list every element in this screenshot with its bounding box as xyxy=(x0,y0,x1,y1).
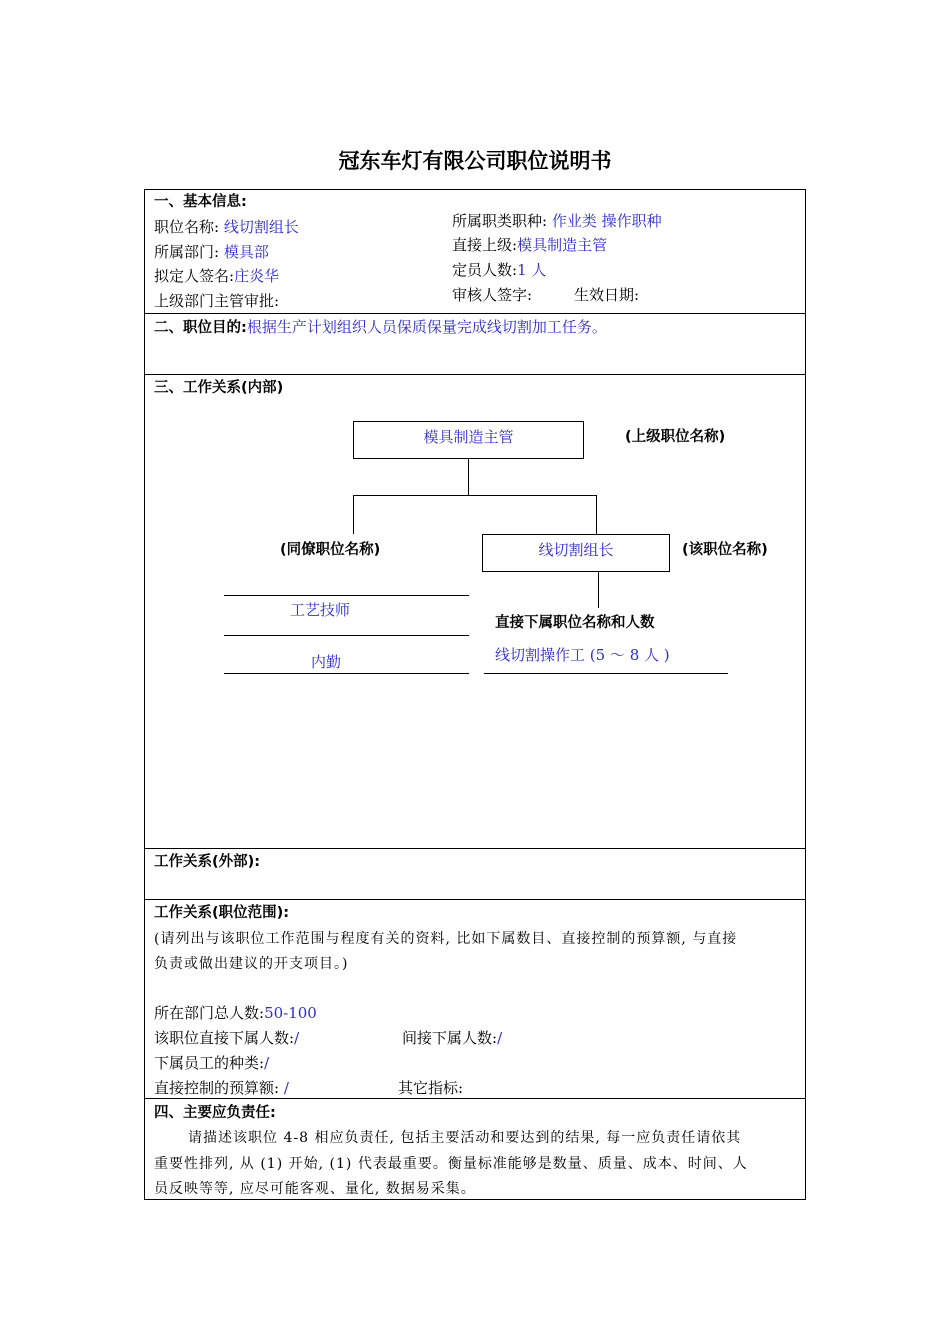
divider-1 xyxy=(144,313,806,314)
headcount-row: 定员人数:1 人 xyxy=(452,261,547,279)
job-category-value: 作业类 操作职种 xyxy=(551,212,662,230)
direct-reports-value: / xyxy=(294,1029,300,1047)
dept-head-approval-label: 上级部门主管审批: xyxy=(154,292,280,310)
divider-3 xyxy=(144,848,806,849)
peer-line-1 xyxy=(224,595,469,596)
scope-instruction-line2: 负责或做出建议的开支项目。) xyxy=(154,956,349,972)
external-relations-heading: 工作关系(外部): xyxy=(154,854,261,870)
subordinates-value: 线切割操作工 (5 ～ 8 人 ) xyxy=(495,646,670,664)
staff-types-value: / xyxy=(264,1054,270,1072)
drafter-row: 拟定人签名:庄炎华 xyxy=(154,267,280,285)
supervisor-row: 直接上级:模具制造主管 xyxy=(452,236,608,254)
other-indicators-label: 其它指标: xyxy=(398,1079,464,1097)
connector-current-drop xyxy=(596,495,597,535)
superior-box-label: 模具制造主管 xyxy=(423,428,514,446)
purpose-row xyxy=(154,317,607,338)
responsibilities-heading: 四、主要应负责任: xyxy=(154,1105,276,1121)
responsibilities-line1: 请描述该职位 4-8 相应负责任, 包括主要活动和要达到的结果, 每一应负责任请依其 xyxy=(188,1130,742,1146)
scope-heading: 工作关系(职位范围): xyxy=(154,905,290,921)
budget-row: 直接控制的预算额: / xyxy=(154,1079,289,1097)
form-frame xyxy=(144,189,806,1200)
responsibilities-line3: 员反映等等, 应尽可能客观、量化, 数据易采集。 xyxy=(154,1181,476,1197)
indirect-reports-value: / xyxy=(497,1029,503,1047)
purpose-value: 根据生产计划组织人员保质保量完成线切割加工任务。 xyxy=(246,318,607,336)
direct-reports-row: 该职位直接下属人数:/ xyxy=(154,1029,300,1047)
superior-caption: (上级职位名称) xyxy=(625,429,726,445)
peer-line-3 xyxy=(224,673,469,674)
position-name-row: 职位名称: 线切割组长 xyxy=(154,218,299,236)
document-title: 冠东车灯有限公司职位说明书 xyxy=(338,149,612,173)
divider-5 xyxy=(144,1098,806,1099)
connector-subordinate-drop xyxy=(598,572,599,608)
peer-caption: (同僚职位名称) xyxy=(280,542,381,558)
current-position-label: 线切割组长 xyxy=(538,541,614,559)
internal-relations-heading: 三、工作关系(内部) xyxy=(154,380,284,396)
department-row: 所属部门: 模具部 xyxy=(154,243,269,261)
purpose-heading: 二、职位目的: xyxy=(154,320,247,336)
divider-2 xyxy=(144,374,806,375)
dept-total-value: 50-100 xyxy=(264,1004,317,1022)
current-caption: (该职位名称) xyxy=(682,542,768,558)
peer-item-1: 工艺技师 xyxy=(289,601,350,619)
headcount-value: 1 人 xyxy=(517,261,547,279)
position-name-value: 线切割组长 xyxy=(223,218,299,236)
job-category-row: 所属职类职种: 作业类 操作职种 xyxy=(452,212,662,230)
connector-peer-drop xyxy=(353,495,354,534)
drafter-value: 庄炎华 xyxy=(234,267,280,285)
budget-value: / xyxy=(283,1079,289,1097)
department-value: 模具部 xyxy=(223,243,269,261)
current-position-box xyxy=(482,534,670,572)
divider-4 xyxy=(144,899,806,900)
indirect-reports-row: 间接下属人数:/ xyxy=(402,1029,503,1047)
staff-types-row: 下属员工的种类:/ xyxy=(154,1054,270,1072)
subordinates-heading: 直接下属职位名称和人数 xyxy=(495,615,655,631)
effective-date-label: 生效日期: xyxy=(574,286,640,304)
supervisor-value: 模具制造主管 xyxy=(517,236,608,254)
peer-item-2: 内勤 xyxy=(310,653,341,671)
connector-vertical-top xyxy=(468,459,469,496)
responsibilities-line2: 重要性排列, 从 (1) 开始, (1) 代表最重要。衡量标准能够是数量、质量、成本、时间、人 xyxy=(154,1156,748,1172)
peer-line-2 xyxy=(224,635,469,636)
scope-instruction-line1: (请列出与该职位工作范围与程度有关的资料, 比如下属数目、直接控制的预算额, 与直接 xyxy=(154,931,738,947)
reviewer-label: 审核人签字: xyxy=(452,286,533,304)
superior-box xyxy=(353,421,584,459)
subordinate-line xyxy=(484,673,728,674)
basic-info-heading: 一、基本信息: xyxy=(154,194,247,210)
connector-horizontal xyxy=(353,495,597,496)
dept-total-row: 所在部门总人数:50-100 xyxy=(154,1004,317,1022)
